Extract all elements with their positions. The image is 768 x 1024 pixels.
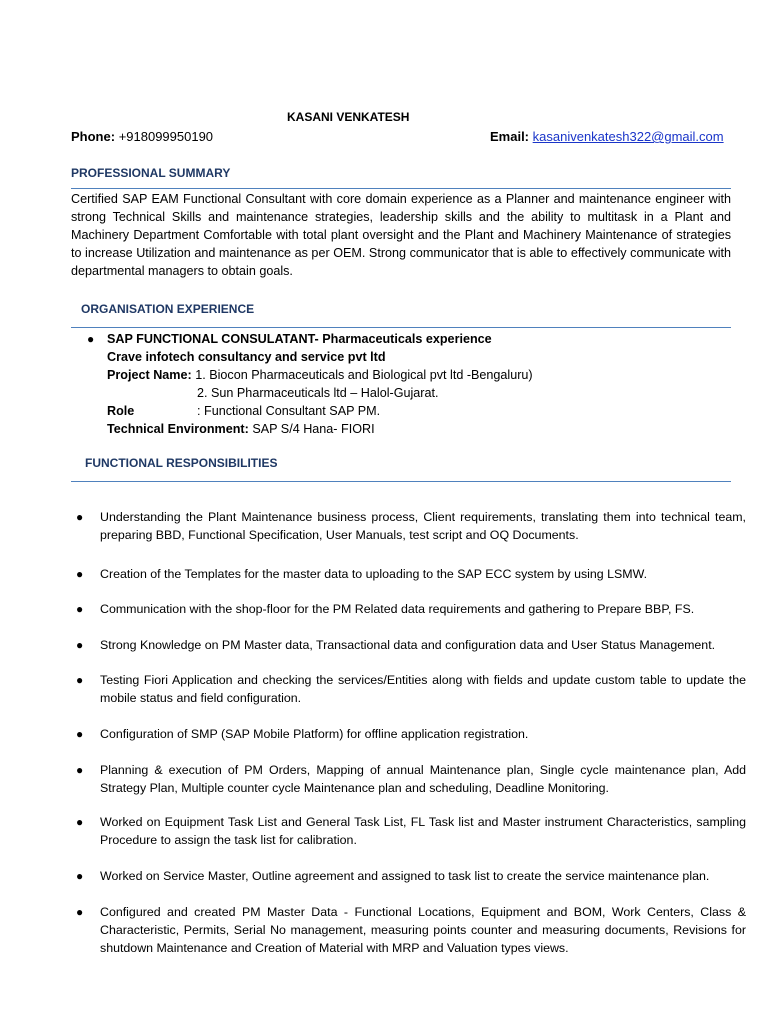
email-label: Email: — [490, 129, 530, 144]
summary-text: Certified SAP EAM Functional Consultant with core domain experience as a Planner and maintenance engineer with strong Technical Skills and maintenance strategies, leadership skills and the ability to multitask in a Plant and Machinery Department Comfortable with total plant oversight and the Plant and Machinery Maintenance of strategies to increase Utilization and maintenance as per OEM. Strong communicator that is able to effectively communicate with departmental managers to obtain goals. — [71, 192, 731, 278]
bullet-icon: ● — [76, 673, 84, 687]
phone-number: +918099950190 — [118, 129, 214, 144]
responsibility-item — [76, 600, 746, 618]
responsibilities-heading: FUNCTIONAL RESPONSIBILITIES — [85, 456, 278, 470]
company-name: Crave infotech consultancy and service pvt ltd — [107, 350, 386, 364]
responsibility-item — [76, 761, 746, 797]
project-label: Project Name: — [107, 368, 192, 382]
responsibility-item — [76, 671, 746, 707]
experience-heading: ORGANISATION EXPERIENCE — [81, 302, 255, 316]
responsibility-item — [76, 508, 746, 544]
tech-label: Technical Environment: — [107, 422, 249, 436]
responsibility-text: Configured and created PM Master Data - Functional Locations, Equipment and BOM, Work Centers, Class & Characteristic, Permits, Serial No management, measuring points counter and measuring documents, Revisions for shutdown Maintenance and Creation of Material with MRP and Valuation types views. — [100, 905, 746, 955]
tech-line — [107, 420, 533, 438]
phone-label: Phone: — [71, 129, 116, 144]
project-2: 2. Sun Pharmaceuticals ltd – Halol-Gujarat. — [197, 386, 439, 400]
position-title: SAP FUNCTIONAL CONSULATANT- Pharmaceuticals experience — [107, 332, 492, 346]
role-line — [107, 402, 533, 420]
responsibility-item — [76, 903, 746, 957]
responsibility-item — [76, 813, 746, 849]
project-line-1 — [107, 366, 533, 384]
role-label: Role — [107, 404, 135, 418]
candidate-name: KASANI VENKATESH — [287, 110, 410, 124]
bullet-icon: ● — [76, 727, 84, 741]
responsibility-text: Strong Knowledge on PM Master data, Transactional data and configuration data and User Status Management. — [100, 638, 716, 652]
summary-heading: PROFESSIONAL SUMMARY — [71, 166, 231, 180]
phone-line — [71, 129, 213, 144]
summary-rule — [71, 188, 731, 189]
bullet-icon: ● — [76, 602, 84, 616]
responsibility-text: Testing Fiori Application and checking the services/Entities along with fields and update custom table to update the mobile status and field configuration. — [100, 673, 746, 705]
project-line-2 — [107, 384, 533, 402]
experience-rule — [71, 327, 731, 328]
email-line — [490, 129, 724, 144]
responsibility-text: Creation of the Templates for the master data to uploading to the SAP ECC system by using LSMW. — [100, 567, 648, 581]
responsibility-text: Worked on Equipment Task List and General Task List, FL Task list and Master instrument Characteristics, sampling Procedure to assign the task list for calibration. — [100, 815, 746, 847]
bullet-icon: ● — [76, 763, 84, 777]
responsibility-text: Communication with the shop-floor for the PM Related data requirements and gathering to Prepare BBP, FS. — [100, 602, 695, 616]
responsibility-text: Understanding the Plant Maintenance business process, Client requirements, translating them into technical team, preparing BBD, Functional Specification, User Manuals, test script and OQ Documents. — [100, 510, 746, 542]
responsibility-text: Worked on Service Master, Outline agreement and assigned to task list to create the service maintenance plan. — [100, 869, 710, 883]
role-value: : Functional Consultant SAP PM. — [197, 404, 381, 418]
responsibility-item — [76, 867, 746, 885]
responsibility-item — [76, 636, 746, 654]
experience-bullet: ● — [87, 332, 95, 346]
responsibility-item — [76, 725, 746, 743]
project-1: 1. Biocon Pharmaceuticals and Biological pvt ltd -Bengaluru) — [191, 368, 533, 382]
bullet-icon: ● — [76, 638, 84, 652]
email-link[interactable]: kasanivenkatesh322@gmail.com — [532, 129, 724, 144]
responsibility-item — [76, 565, 746, 583]
bullet-icon: ● — [76, 869, 84, 883]
experience-block — [107, 330, 533, 438]
bullet-icon: ● — [76, 567, 84, 581]
bullet-icon: ● — [76, 510, 84, 524]
bullet-icon: ● — [76, 905, 84, 919]
tech-value: SAP S/4 Hana- FIORI — [248, 422, 375, 436]
bullet-icon: ● — [76, 815, 84, 829]
responsibilities-rule — [71, 481, 731, 482]
responsibility-text: Planning & execution of PM Orders, Mapping of annual Maintenance plan, Single cycle maintenance plan, Add Strategy Plan, Multiple counter cycle Maintenance plan and scheduling, Deadline Monitoring. — [100, 763, 746, 795]
responsibility-text: Configuration of SMP (SAP Mobile Platform) for offline application registration. — [100, 727, 529, 741]
